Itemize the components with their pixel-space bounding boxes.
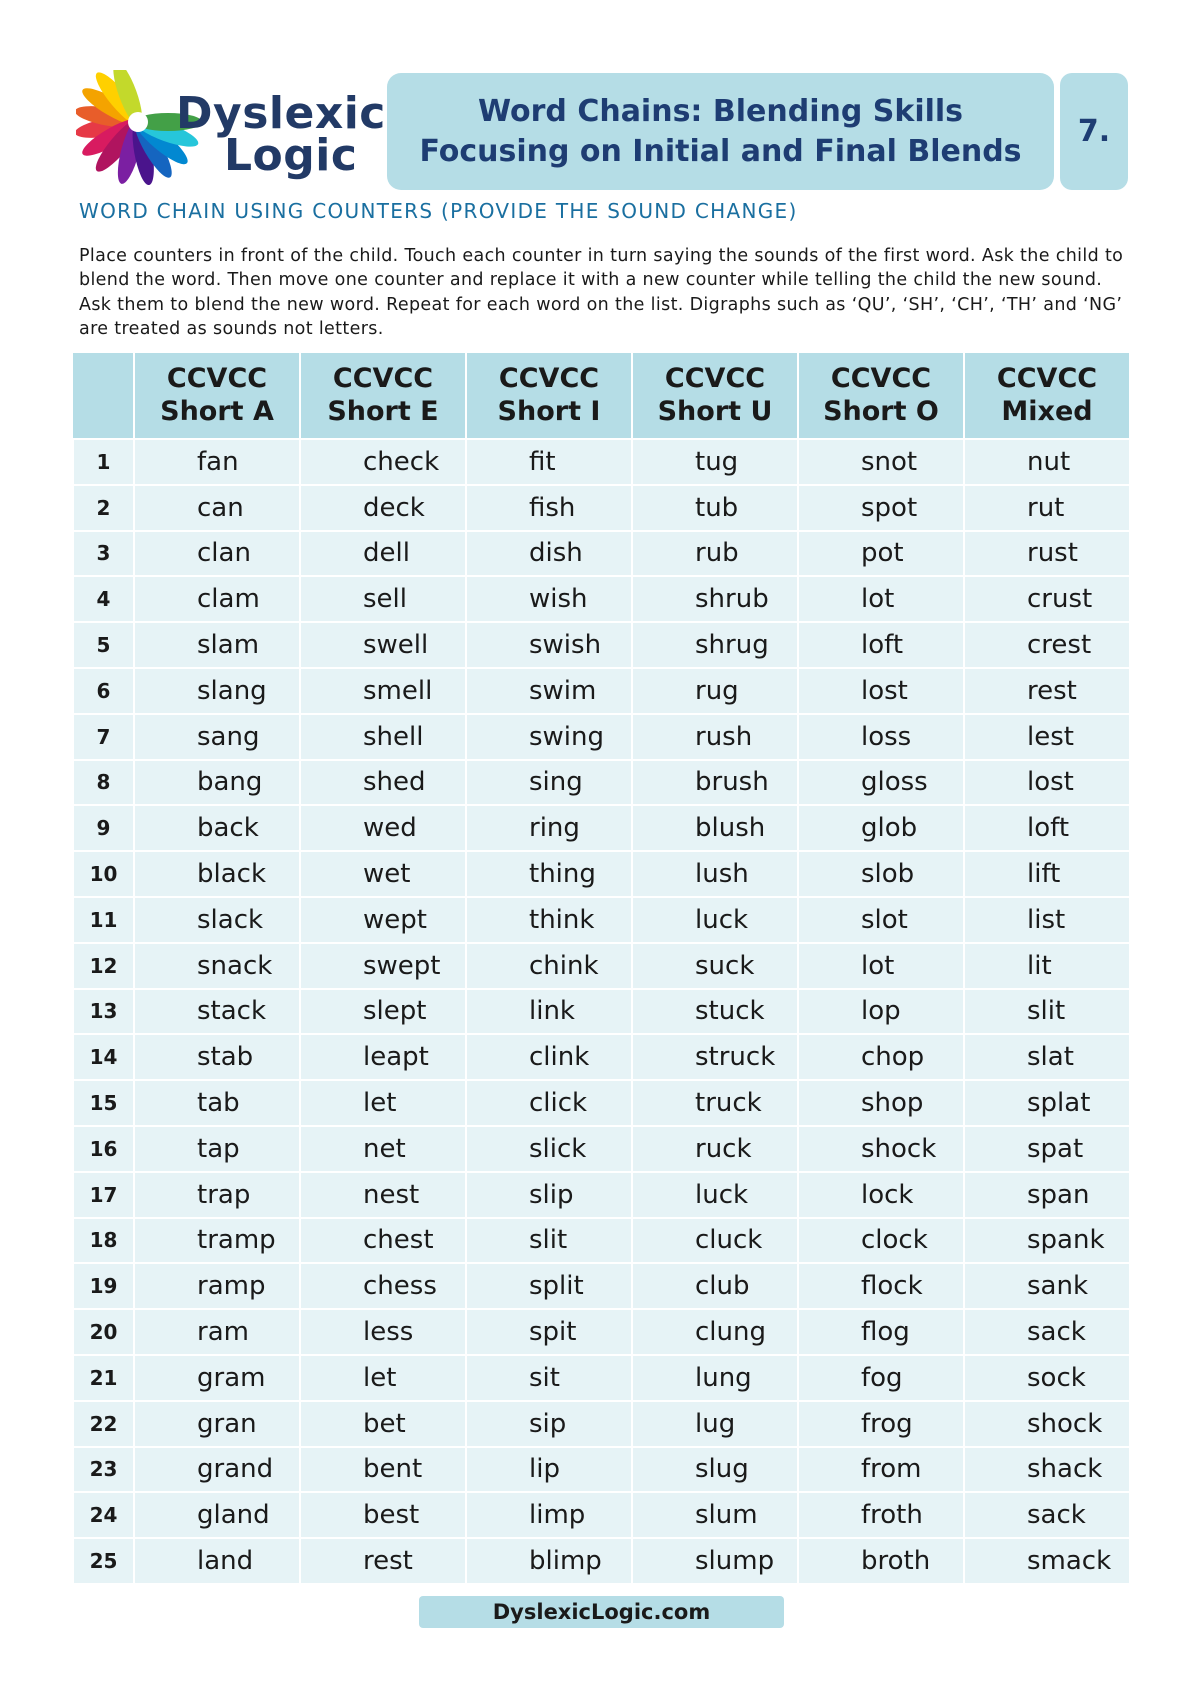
- word-cell: fan: [134, 439, 300, 485]
- header-vowel: Mixed: [1001, 395, 1093, 427]
- table-row: [73, 714, 1130, 760]
- word-cell: flog: [798, 1309, 964, 1355]
- table-body: [73, 439, 1130, 1584]
- word-cell: shock: [798, 1126, 964, 1172]
- word-cell: lug: [632, 1401, 798, 1447]
- word-cell: rub: [632, 531, 798, 577]
- word-cell: swish: [466, 622, 632, 668]
- table-row: [73, 1309, 1130, 1355]
- header-pattern: CCVCC: [664, 363, 766, 395]
- word-cell: limp: [466, 1492, 632, 1538]
- word-cell: let: [300, 1080, 466, 1126]
- table-row: [73, 943, 1130, 989]
- word-cell: swing: [466, 714, 632, 760]
- word-cell: ring: [466, 805, 632, 851]
- instructions-text: Place counters in front of the child. Touch each counter in turn saying the sounds of the first word. Ask the child to blend the word. Then move one counter and replace it with a new counter while telling the child the new sound. Ask them to blend the new word. Repeat for each word on the list. Digraphs such as ‘QU’, ‘SH’, ‘CH’, ‘TH’ and ‘NG’ are treated as sounds not letters.: [79, 246, 1124, 340]
- table-row: [73, 989, 1130, 1035]
- header-cell-short-i: [466, 353, 632, 439]
- table-row: [73, 1080, 1130, 1126]
- row-number: 1: [73, 439, 134, 485]
- logo: [76, 70, 386, 185]
- word-cell: clung: [632, 1309, 798, 1355]
- table-row: [73, 805, 1130, 851]
- logo-text-line1: Dyslexic: [176, 88, 386, 139]
- word-cell: slang: [134, 668, 300, 714]
- word-cell: slam: [134, 622, 300, 668]
- page-title-line1: Word Chains: Blending Skills: [477, 93, 964, 129]
- word-cell: gram: [134, 1355, 300, 1401]
- word-cell: bet: [300, 1401, 466, 1447]
- word-cell: crest: [964, 622, 1130, 668]
- row-number: 17: [73, 1172, 134, 1218]
- word-cell: crust: [964, 576, 1130, 622]
- word-cell: stack: [134, 989, 300, 1035]
- word-cell: slump: [632, 1538, 798, 1584]
- word-cell: sang: [134, 714, 300, 760]
- header-cell-short-e: [300, 353, 466, 439]
- word-cell: glob: [798, 805, 964, 851]
- row-number: 3: [73, 531, 134, 577]
- table-row: [73, 1401, 1130, 1447]
- word-cell: slack: [134, 897, 300, 943]
- word-cell: ruck: [632, 1126, 798, 1172]
- word-cell: trap: [134, 1172, 300, 1218]
- word-cell: click: [466, 1080, 632, 1126]
- word-cell: sing: [466, 760, 632, 806]
- word-cell: list: [964, 897, 1130, 943]
- word-cell: swell: [300, 622, 466, 668]
- header-vowel: Short A: [160, 395, 274, 427]
- row-number: 6: [73, 668, 134, 714]
- word-cell: slit: [964, 989, 1130, 1035]
- logo-text-line2: Logic: [224, 130, 358, 181]
- word-cell: ramp: [134, 1263, 300, 1309]
- header-pattern: CCVCC: [830, 363, 932, 395]
- table-row: [73, 485, 1130, 531]
- word-cell: wet: [300, 851, 466, 897]
- word-cell: shock: [964, 1401, 1130, 1447]
- word-cell: check: [300, 439, 466, 485]
- row-number: 8: [73, 760, 134, 806]
- word-cell: chess: [300, 1263, 466, 1309]
- word-cell: sack: [964, 1492, 1130, 1538]
- word-cell: suck: [632, 943, 798, 989]
- word-cell: club: [632, 1263, 798, 1309]
- word-cell: chink: [466, 943, 632, 989]
- word-cell: shop: [798, 1080, 964, 1126]
- row-number: 13: [73, 989, 134, 1035]
- word-cell: sack: [964, 1309, 1130, 1355]
- footer-website: DyslexicLogic.com: [492, 1600, 711, 1624]
- table-row: [73, 1263, 1130, 1309]
- word-cell: leapt: [300, 1034, 466, 1080]
- row-number: 7: [73, 714, 134, 760]
- word-cell: rest: [964, 668, 1130, 714]
- worksheet-number-box: [1060, 73, 1128, 190]
- word-cell: luck: [632, 897, 798, 943]
- row-number: 24: [73, 1492, 134, 1538]
- word-cell: sell: [300, 576, 466, 622]
- word-cell: wept: [300, 897, 466, 943]
- word-cell: land: [134, 1538, 300, 1584]
- word-cell: luck: [632, 1172, 798, 1218]
- table-row: [73, 1172, 1130, 1218]
- table-row: [73, 1034, 1130, 1080]
- word-cell: broth: [798, 1538, 964, 1584]
- word-cell: gran: [134, 1401, 300, 1447]
- word-cell: shrug: [632, 622, 798, 668]
- word-cell: pot: [798, 531, 964, 577]
- word-cell: spot: [798, 485, 964, 531]
- row-number: 5: [73, 622, 134, 668]
- word-cell: lift: [964, 851, 1130, 897]
- table-row: [73, 1126, 1130, 1172]
- row-number: 15: [73, 1080, 134, 1126]
- word-cell: sip: [466, 1401, 632, 1447]
- word-cell: net: [300, 1126, 466, 1172]
- word-cell: loft: [964, 805, 1130, 851]
- table-row: [73, 439, 1130, 485]
- table-row: [73, 1218, 1130, 1264]
- word-cell: rush: [632, 714, 798, 760]
- word-cell: deck: [300, 485, 466, 531]
- word-cell: truck: [632, 1080, 798, 1126]
- footer-website-box: [419, 1596, 784, 1628]
- word-cell: blimp: [466, 1538, 632, 1584]
- header-vowel: Short I: [497, 395, 601, 427]
- row-number: 10: [73, 851, 134, 897]
- header-cell-blank: [73, 353, 134, 439]
- row-number: 14: [73, 1034, 134, 1080]
- word-cell: clam: [134, 576, 300, 622]
- word-cell: loft: [798, 622, 964, 668]
- header-pattern: CCVCC: [996, 363, 1098, 395]
- word-cell: spat: [964, 1126, 1130, 1172]
- word-cell: rug: [632, 668, 798, 714]
- table-row: [73, 897, 1130, 943]
- row-number: 20: [73, 1309, 134, 1355]
- word-cell: flock: [798, 1263, 964, 1309]
- word-cell: slit: [466, 1218, 632, 1264]
- word-cell: from: [798, 1447, 964, 1493]
- word-cell: bang: [134, 760, 300, 806]
- word-cell: dell: [300, 531, 466, 577]
- word-cell: slug: [632, 1447, 798, 1493]
- word-cell: bent: [300, 1447, 466, 1493]
- table-row: [73, 1355, 1130, 1401]
- word-cell: rust: [964, 531, 1130, 577]
- word-cell: lot: [798, 576, 964, 622]
- word-cell: back: [134, 805, 300, 851]
- word-cell: black: [134, 851, 300, 897]
- word-cell: clan: [134, 531, 300, 577]
- word-cell: spit: [466, 1309, 632, 1355]
- word-cell: lot: [798, 943, 964, 989]
- word-cell: struck: [632, 1034, 798, 1080]
- worksheet-number: 7.: [1077, 114, 1111, 149]
- word-cell: dish: [466, 531, 632, 577]
- word-cell: slob: [798, 851, 964, 897]
- word-cell: gloss: [798, 760, 964, 806]
- word-cell: lush: [632, 851, 798, 897]
- table-row: [73, 576, 1130, 622]
- word-cell: rut: [964, 485, 1130, 531]
- word-cell: spank: [964, 1218, 1130, 1264]
- row-number: 18: [73, 1218, 134, 1264]
- word-cell: tug: [632, 439, 798, 485]
- word-cell: wish: [466, 576, 632, 622]
- table-row: [73, 622, 1130, 668]
- word-cell: thing: [466, 851, 632, 897]
- word-cell: fish: [466, 485, 632, 531]
- header-cell-short-u: [632, 353, 798, 439]
- header-cell-short-a: [134, 353, 300, 439]
- word-cell: span: [964, 1172, 1130, 1218]
- word-cell: lit: [964, 943, 1130, 989]
- word-cell: sit: [466, 1355, 632, 1401]
- word-cell: loss: [798, 714, 964, 760]
- word-cell: nest: [300, 1172, 466, 1218]
- word-cell: lung: [632, 1355, 798, 1401]
- word-cell: slip: [466, 1172, 632, 1218]
- table-row: [73, 760, 1130, 806]
- table-row: [73, 1538, 1130, 1584]
- page-title-line2: Focusing on Initial and Final Blends: [419, 133, 1022, 169]
- word-cell: froth: [798, 1492, 964, 1538]
- word-cell: lest: [964, 714, 1130, 760]
- word-cell: slick: [466, 1126, 632, 1172]
- word-cell: sank: [964, 1263, 1130, 1309]
- table-row: [73, 531, 1130, 577]
- row-number: 21: [73, 1355, 134, 1401]
- word-cell: brush: [632, 760, 798, 806]
- word-cell: grand: [134, 1447, 300, 1493]
- table-row: [73, 1447, 1130, 1493]
- word-cell: frog: [798, 1401, 964, 1447]
- word-cell: split: [466, 1263, 632, 1309]
- word-cell: clink: [466, 1034, 632, 1080]
- word-cell: smell: [300, 668, 466, 714]
- header-pattern: CCVCC: [498, 363, 600, 395]
- word-cell: smack: [964, 1538, 1130, 1584]
- table-row: [73, 851, 1130, 897]
- word-cell: less: [300, 1309, 466, 1355]
- row-number: 23: [73, 1447, 134, 1493]
- word-cell: lost: [964, 760, 1130, 806]
- section-subheading: WORD CHAIN USING COUNTERS (PROVIDE THE SOUND CHANGE): [79, 199, 798, 223]
- word-cell: lost: [798, 668, 964, 714]
- word-cell: ram: [134, 1309, 300, 1355]
- word-cell: slum: [632, 1492, 798, 1538]
- word-cell: slept: [300, 989, 466, 1035]
- word-cell: swim: [466, 668, 632, 714]
- word-cell: shed: [300, 760, 466, 806]
- word-cell: tramp: [134, 1218, 300, 1264]
- header-vowel: Short O: [823, 395, 939, 427]
- table-header-row: [73, 353, 1130, 439]
- word-cell: cluck: [632, 1218, 798, 1264]
- row-number: 22: [73, 1401, 134, 1447]
- word-cell: shrub: [632, 576, 798, 622]
- word-cell: lop: [798, 989, 964, 1035]
- word-cell: fit: [466, 439, 632, 485]
- word-cell: tub: [632, 485, 798, 531]
- header-pattern: CCVCC: [166, 363, 268, 395]
- word-cell: gland: [134, 1492, 300, 1538]
- word-cell: link: [466, 989, 632, 1035]
- header-vowel: Short E: [327, 395, 439, 427]
- word-cell: think: [466, 897, 632, 943]
- row-number: 19: [73, 1263, 134, 1309]
- table-row: [73, 668, 1130, 714]
- word-cell: lip: [466, 1447, 632, 1493]
- word-cell: stab: [134, 1034, 300, 1080]
- word-cell: fog: [798, 1355, 964, 1401]
- row-number: 4: [73, 576, 134, 622]
- word-cell: shell: [300, 714, 466, 760]
- word-cell: swept: [300, 943, 466, 989]
- word-cell: lock: [798, 1172, 964, 1218]
- row-number: 9: [73, 805, 134, 851]
- word-cell: best: [300, 1492, 466, 1538]
- row-number: 2: [73, 485, 134, 531]
- header-cell-mixed: [964, 353, 1130, 439]
- row-number: 16: [73, 1126, 134, 1172]
- row-number: 12: [73, 943, 134, 989]
- word-cell: sock: [964, 1355, 1130, 1401]
- word-cell: splat: [964, 1080, 1130, 1126]
- word-cell: slat: [964, 1034, 1130, 1080]
- header-vowel: Short U: [657, 395, 773, 427]
- word-cell: stuck: [632, 989, 798, 1035]
- row-number: 25: [73, 1538, 134, 1584]
- word-cell: snot: [798, 439, 964, 485]
- word-cell: nut: [964, 439, 1130, 485]
- table-row: [73, 1492, 1130, 1538]
- word-chain-table: [72, 353, 1131, 1585]
- word-cell: tab: [134, 1080, 300, 1126]
- word-cell: let: [300, 1355, 466, 1401]
- word-cell: chop: [798, 1034, 964, 1080]
- word-cell: shack: [964, 1447, 1130, 1493]
- word-cell: rest: [300, 1538, 466, 1584]
- header-pattern: CCVCC: [332, 363, 434, 395]
- word-cell: tap: [134, 1126, 300, 1172]
- title-box: [387, 73, 1054, 190]
- word-cell: clock: [798, 1218, 964, 1264]
- word-cell: can: [134, 485, 300, 531]
- word-cell: slot: [798, 897, 964, 943]
- word-cell: snack: [134, 943, 300, 989]
- word-cell: chest: [300, 1218, 466, 1264]
- header-cell-short-o: [798, 353, 964, 439]
- word-cell: wed: [300, 805, 466, 851]
- word-cell: blush: [632, 805, 798, 851]
- row-number: 11: [73, 897, 134, 943]
